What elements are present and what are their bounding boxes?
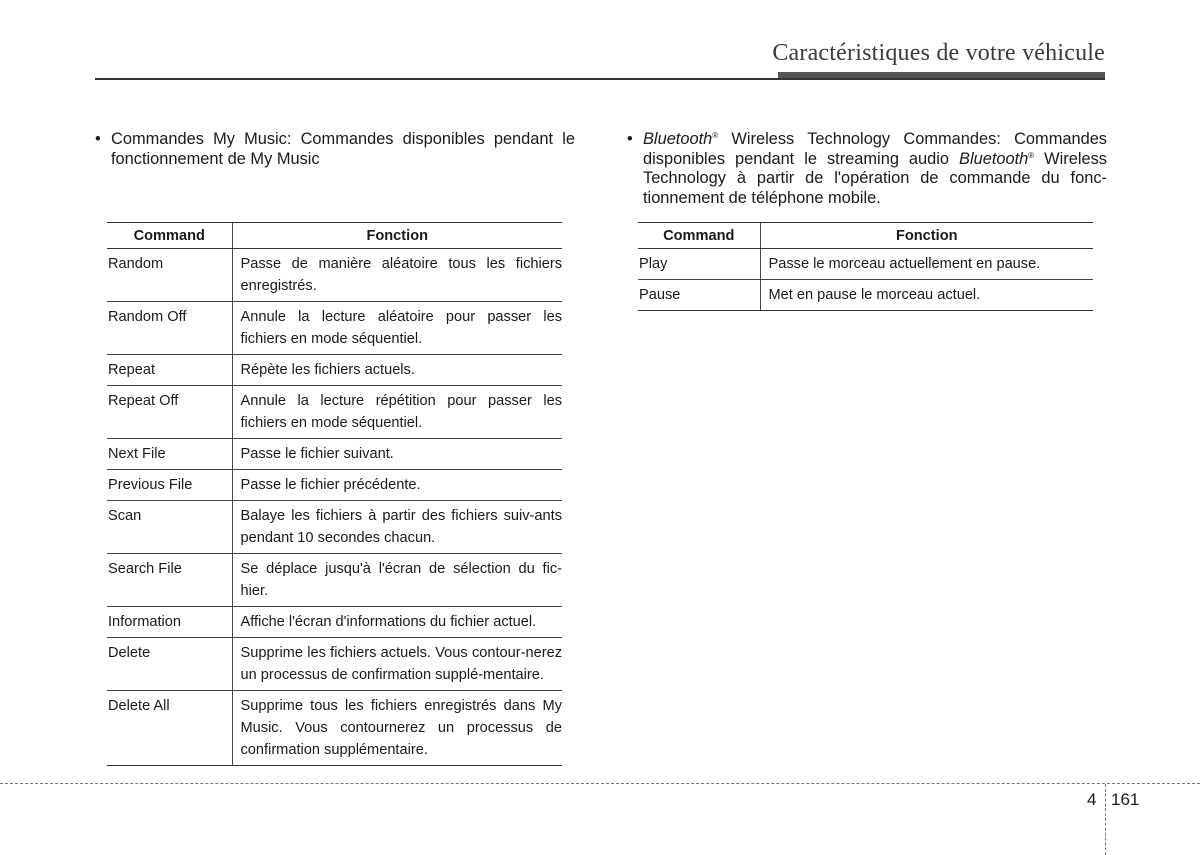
table-row [107,501,562,554]
function-cell: Supprime les fichiers actuels. Vous contour-nerez un processus de confirmation supplé-mentaire. [232,638,562,691]
function-cell: Passe le fichier précédente. [232,470,562,501]
right-column [627,130,1107,208]
function-cell: Met en pause le morceau actuel. [760,280,1093,311]
function-cell: Passe le morceau actuellement en pause. [760,249,1093,280]
bluetooth-intro [627,130,1107,208]
column-header-fonction: Fonction [760,223,1093,249]
table-row [638,249,1093,280]
command-cell: Search File [107,554,232,607]
command-cell: Repeat [107,355,232,386]
function-cell: Annule la lecture répétition pour passer les fichiers en mode séquentiel. [232,386,562,439]
column-header-fonction: Fonction [232,223,562,249]
function-cell: Annule la lecture aléatoire pour passer les fichiers en mode séquentiel. [232,302,562,355]
table-row [107,355,562,386]
chapter-number: 4 [1087,790,1097,809]
footer-dashed-rule [0,783,1200,784]
my-music-intro-text: Commandes My Music: Commandes disponibles pendant le fonctionnement de My Music [111,130,575,168]
table-row [107,691,562,766]
command-cell: Next File [107,439,232,470]
bluetooth-intro-part1: Wireless Technology Commandes: Commandes disponibles pendant le streaming audio [643,130,1107,168]
function-cell: Se déplace jusqu'à l'écran de sélection du fic-hier. [232,554,562,607]
left-column [95,130,575,169]
table-row [107,607,562,638]
table-row [638,280,1093,311]
bullet-dot: • [95,130,101,148]
table-row [107,638,562,691]
page-number: 161 [1111,790,1140,809]
my-music-intro [95,130,575,169]
command-cell: Delete All [107,691,232,766]
table-row [107,386,562,439]
command-cell: Previous File [107,470,232,501]
function-cell: Balaye les fichiers à partir des fichiers suiv-ants pendant 10 secondes chacun. [232,501,562,554]
function-cell: Répète les fichiers actuels. [232,355,562,386]
table-row [107,249,562,302]
header-rule [95,78,1105,80]
bluetooth-brand-2: Bluetooth [959,149,1029,168]
column-header-command: Command [638,223,760,249]
table-row [107,554,562,607]
command-cell: Play [638,249,760,280]
command-cell: Random Off [107,302,232,355]
function-cell: Passe de manière aléatoire tous les fichiers enregistrés. [232,249,562,302]
command-cell: Pause [638,280,760,311]
table-header-row [107,223,562,249]
function-cell: Affiche l'écran d'informations du fichier actuel. [232,607,562,638]
command-cell: Random [107,249,232,302]
command-cell: Repeat Off [107,386,232,439]
footer-dashed-divider [1105,784,1106,855]
table-header-row [638,223,1093,249]
table-row [107,302,562,355]
table-row [107,470,562,501]
bluetooth-commands-table [638,222,1093,311]
page-title: Caractéristiques de votre véhicule [772,40,1105,66]
function-cell: Supprime tous les fichiers enregistrés dans My Music. Vous contournerez un processus de confirmation supplémentaire. [232,691,562,766]
column-header-command: Command [107,223,232,249]
registered-mark: ® [712,131,719,140]
registered-mark-2: ® [1028,150,1035,160]
bullet-dot: • [627,130,633,148]
bluetooth-intro-part2: Wireless Technology à partir de l'opération de commande du fonc-tionnement de téléphone mobile. [643,149,1108,207]
command-cell: Delete [107,638,232,691]
bluetooth-brand: Bluetooth [643,130,713,148]
my-music-commands-table [107,222,562,766]
command-cell: Information [107,607,232,638]
table-row [107,439,562,470]
function-cell: Passe le fichier suivant. [232,439,562,470]
command-cell: Scan [107,501,232,554]
